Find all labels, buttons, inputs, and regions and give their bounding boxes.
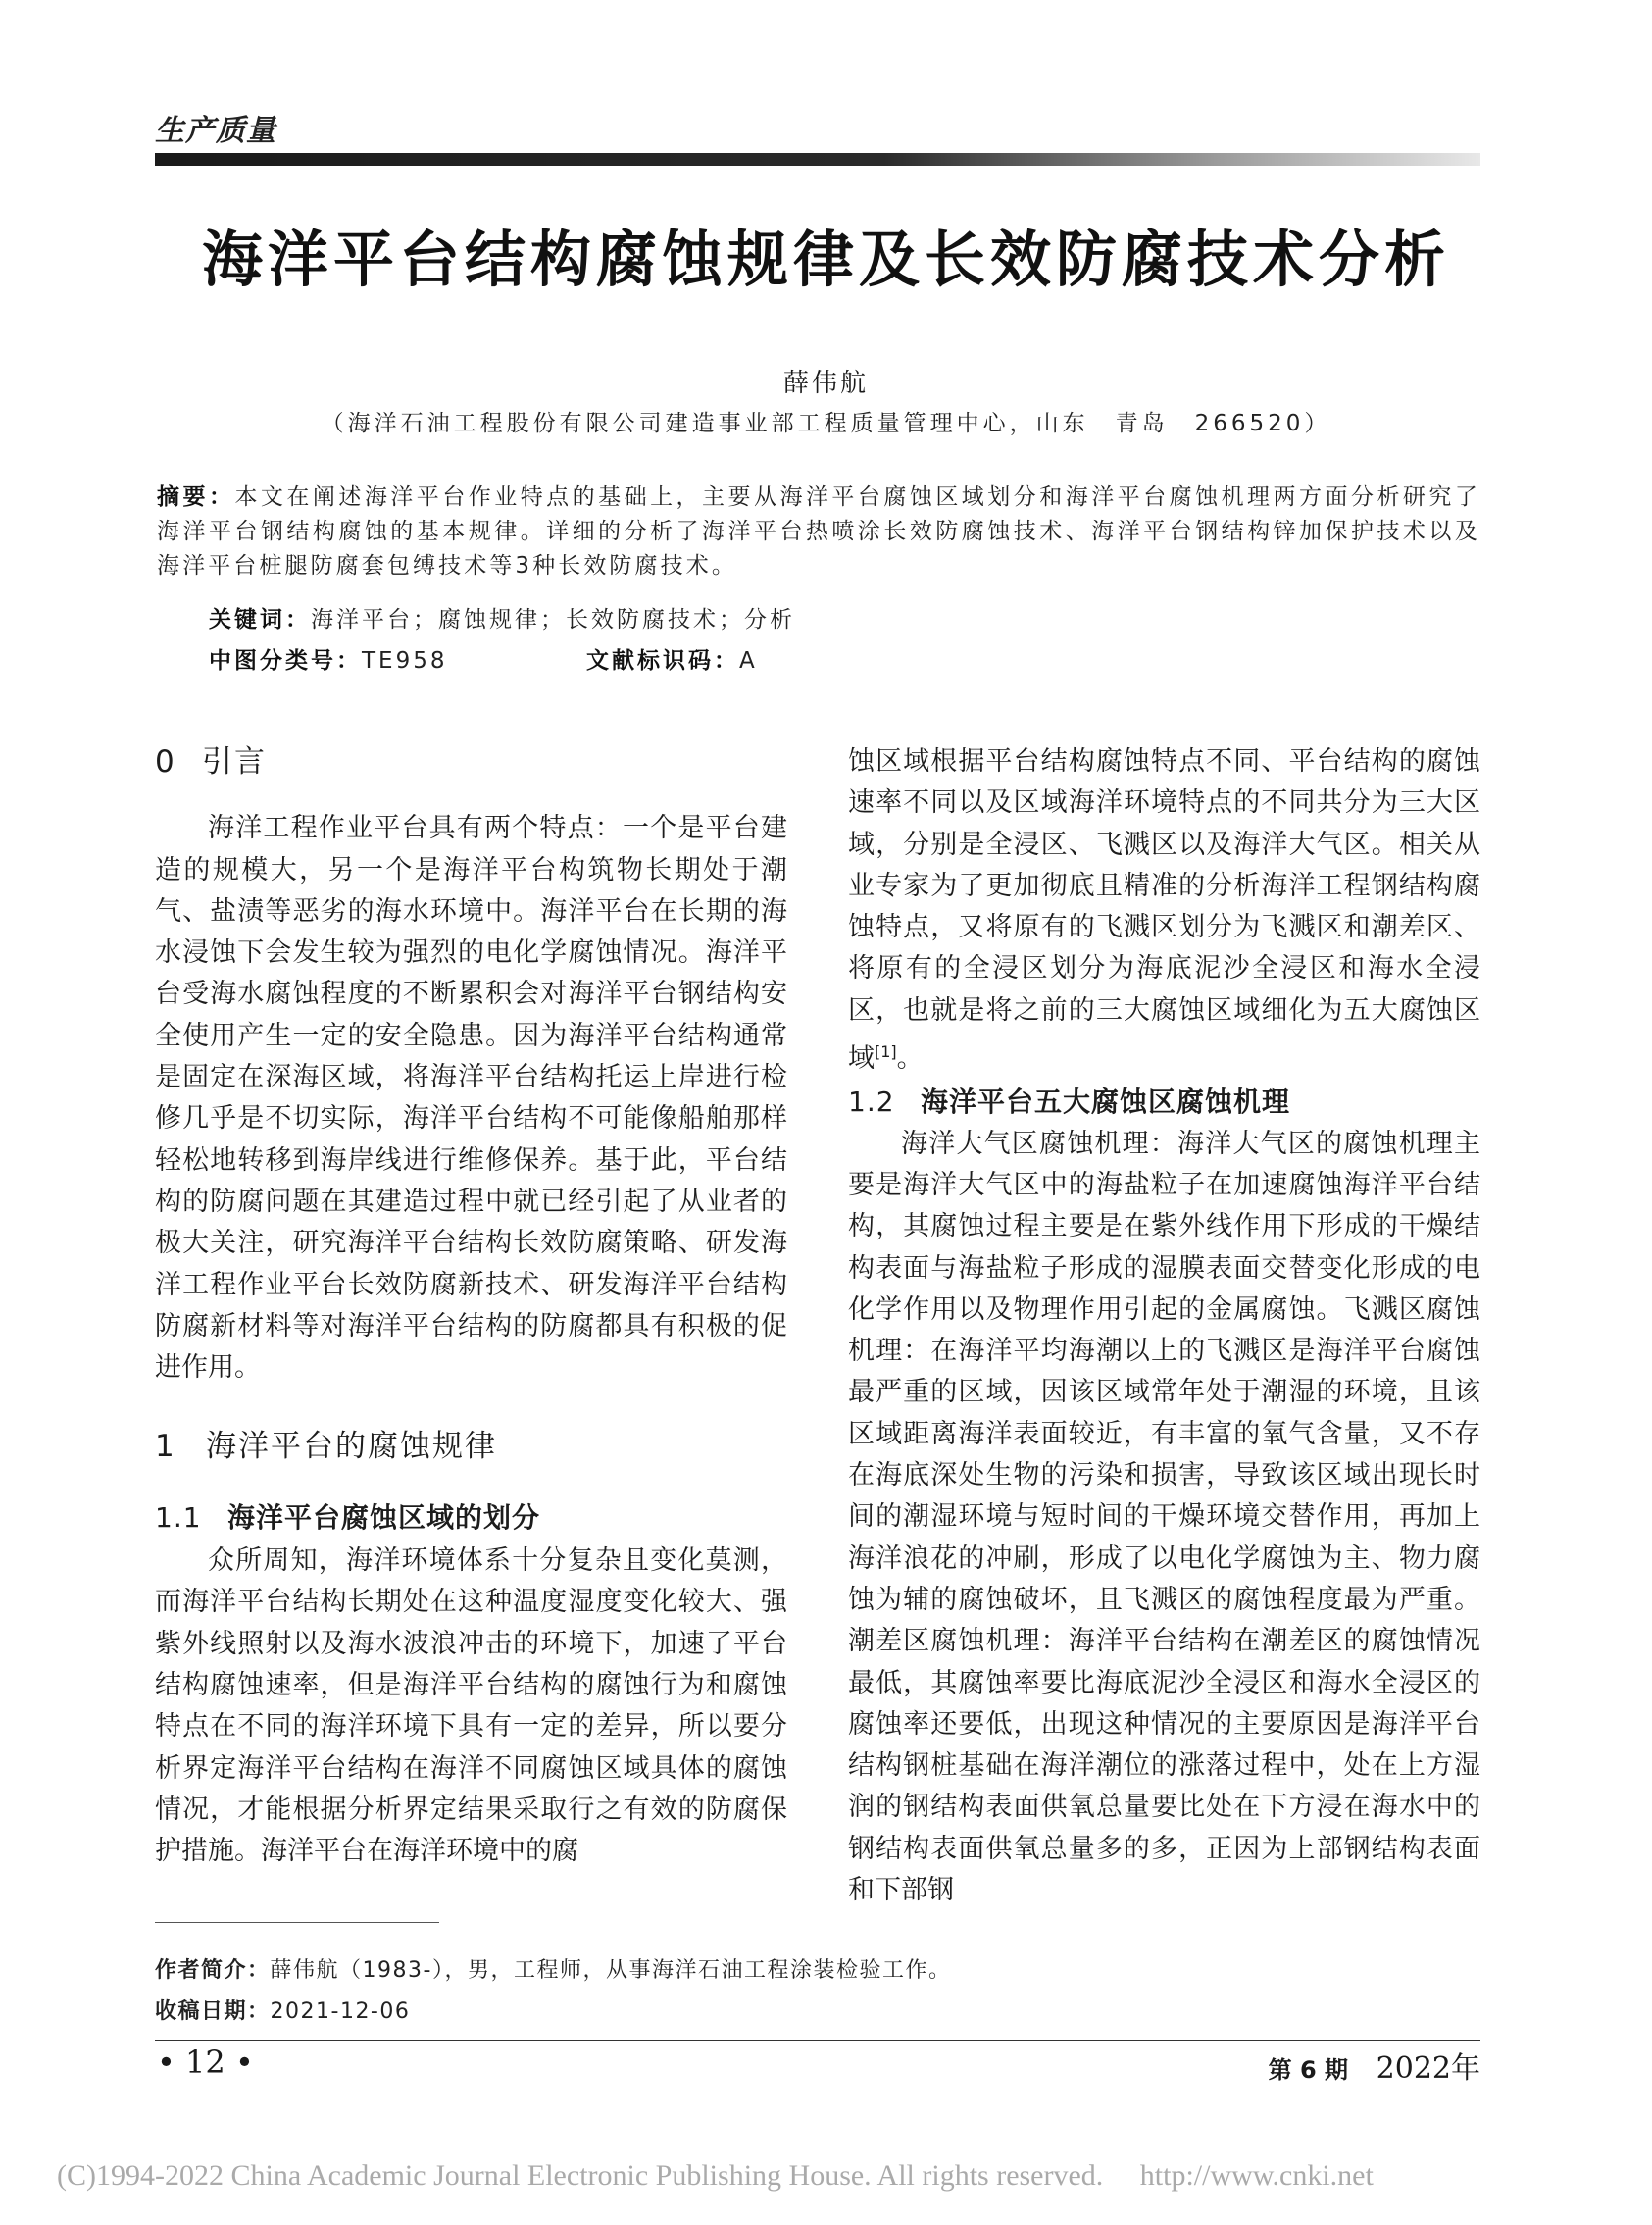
page-number: • 12 • <box>157 2044 254 2081</box>
heading-number: 1.1 <box>155 1500 202 1534</box>
paragraph-introduction: 海洋工程作业平台具有两个特点：一个是平台建造的规模大，另一个是海洋平台构筑物长期处于潮气、盐渍等恶劣的海水环境中。海洋平台在长期的海水浸蚀下会发生较为强烈的电化学腐蚀情况。海洋平台受海水腐蚀程度的不断累积会对海洋平台钢结构安全使用产生一定的安全隐患。因为海洋平台结构通常是固定在深海区域，将海洋平台结构托运上岸进行检修几乎是不切实际，海洋平台结构不可能像船舶那样轻松地转移到海岸线进行维修保养。基于此，平台结构的防腐问题在其建造过程中就已经引起了从业者的极大关注，研究海洋平台结构长效防腐策略、研发海洋工程作业平台长效防腐新技术、研发海洋平台结构防腐新材料等对海洋平台结构的防腐都具有积极的促进作用。 <box>155 813 787 1384</box>
paragraph-end: 。 <box>896 1043 924 1075</box>
heading-number: 1 <box>155 1429 176 1465</box>
footnote-author <box>155 1953 951 1984</box>
header-bar <box>155 153 1480 166</box>
heading-number: 0 <box>155 744 176 780</box>
footer-rule <box>155 2040 1480 2041</box>
heading-text: 海洋平台腐蚀区域的划分 <box>227 1500 541 1534</box>
section-tag: 生产质量 <box>155 114 276 148</box>
heading-section-1-2 <box>848 1082 1480 1123</box>
doc-code-value: A <box>739 648 758 674</box>
abstract-label: 摘要： <box>157 484 235 510</box>
reference-marker: [1] <box>875 1042 897 1062</box>
article-title: 海洋平台结构腐蚀规律及长效防腐技术分析 <box>201 224 1450 295</box>
footnote-date-label: 收稿日期： <box>155 1999 271 2024</box>
paragraph-continued <box>848 741 1480 1080</box>
issue-label: 第 6 期 <box>1268 2056 1349 2084</box>
heading-introduction <box>155 741 787 783</box>
keywords-line <box>209 601 795 633</box>
heading-section-1-1 <box>155 1497 787 1539</box>
doc-code-label: 文献标识码： <box>586 648 739 674</box>
clc-label: 中图分类号： <box>209 648 362 674</box>
keywords-text: 海洋平台；腐蚀规律；长效防腐技术；分析 <box>311 607 795 632</box>
footnote-author-text: 薛伟航（1983-），男，工程师，从事海洋石油工程涂装检验工作。 <box>270 1958 952 1983</box>
abstract-text: 本文在阐述海洋平台作业特点的基础上，主要从海洋平台腐蚀区域划分和海洋平台腐蚀机理两方面分析研究了海洋平台钢结构腐蚀的基本规律。详细的分析了海洋平台热喷涂长效防腐蚀技术、海洋平台钢结构锌加保护技术以及海洋平台桩腿防腐套包缚技术等3种长效防腐技术。 <box>157 484 1480 579</box>
heading-text: 海洋平台的腐蚀规律 <box>206 1429 497 1465</box>
left-column <box>155 741 787 1872</box>
author-name: 薛伟航 <box>782 369 869 398</box>
footnote-date-text: 2021-12-06 <box>270 1999 411 2024</box>
heading-section-1 <box>155 1426 787 1467</box>
footnote-rule <box>155 1922 439 1923</box>
heading-number: 1.2 <box>848 1086 895 1119</box>
paragraph-section-1-2: 海洋大气区腐蚀机理：海洋大气区的腐蚀机理主要是海洋大气区中的海盐粒子在加速腐蚀海洋平台结构，其腐蚀过程主要是在紫外线作用下形成的干燥结构表面与海盐粒子形成的湿膜表面交替变化形成的电化学作用以及物理作用引起的金属腐蚀。飞溅区腐蚀机理：在海洋平均海潮以上的飞溅区是海洋平台腐蚀最严重的区域，因该区域常年处于潮湿的环境，且该区域距离海洋表面较近，有丰富的氧气含量，又不存在海底深处生物的污染和损害，导致该区域出现长时间的潮湿环境与短时间的干燥环境交替作用，再加上海洋浪花的冲刷，形成了以电化学腐蚀为主、物力腐蚀为辅的腐蚀破坏，且飞溅区的腐蚀程度最为严重。潮差区腐蚀机理：海洋平台结构在潮差区的腐蚀情况最低，其腐蚀率要比海底泥沙全浸区和海水全浸区的腐蚀率还要低，出现这种情况的主要原因是海洋平台结构钢桩基础在海洋潮位的涨落过程中，处在上方湿润的钢结构表面供氧总量要比处在下方浸在海水中的钢结构表面供氧总量多的多，正因为上部钢结构表面和下部钢 <box>848 1128 1480 1906</box>
clc-line <box>209 642 447 675</box>
footnote-author-label: 作者简介： <box>155 1958 271 1983</box>
heading-text: 海洋平台五大腐蚀区腐蚀机理 <box>921 1086 1291 1119</box>
doc-code-line <box>586 642 758 675</box>
abstract <box>157 480 1480 583</box>
paragraph-section-1-1: 众所周知，海洋环境体系十分复杂且变化莫测，而海洋平台结构长期处在这种温度湿度变化较大、强紫外线照射以及海水波浪冲击的环境下，加速了平台结构腐蚀速率，但是海洋平台结构的腐蚀行为和腐蚀特点在不同的海洋环境下具有一定的差异，所以要分析界定海洋平台结构在海洋不同腐蚀区域具体的腐蚀情况，才能根据分析界定结果采取行之有效的防腐保护措施。海洋平台在海洋环境中的腐 <box>155 1545 787 1867</box>
copyright-watermark: (C)1994-2022 China Academic Journal Electronic Publishing House. All rights reserved. http://www.cnki.net <box>57 2159 1374 2192</box>
issue-year: 2022年 <box>1376 2051 1480 2086</box>
paragraph-text: 蚀区域根据平台结构腐蚀特点不同、平台结构的腐蚀速率不同以及区域海洋环境特点的不同共分为三大区域，分别是全浸区、飞溅区以及海洋大气区。相关从业专家为了更加彻底且精准的分析海洋工程钢结构腐蚀特点，又将原有的飞溅区划分为飞溅区和潮差区、将原有的全浸区划分为海底泥沙全浸区和海水全浸区，也就是将之前的三大腐蚀区域细化为五大腐蚀区域 <box>848 746 1480 1075</box>
clc-value: TE958 <box>362 648 448 674</box>
footnote-date <box>155 1995 410 2025</box>
issue-info <box>1269 2044 1480 2087</box>
author-affiliation: （海洋石油工程股份有限公司建造事业部工程质量管理中心，山东 青岛 266520） <box>321 411 1331 436</box>
heading-text: 引言 <box>202 744 267 780</box>
right-column <box>848 741 1480 1911</box>
keywords-label: 关键词： <box>209 607 311 632</box>
